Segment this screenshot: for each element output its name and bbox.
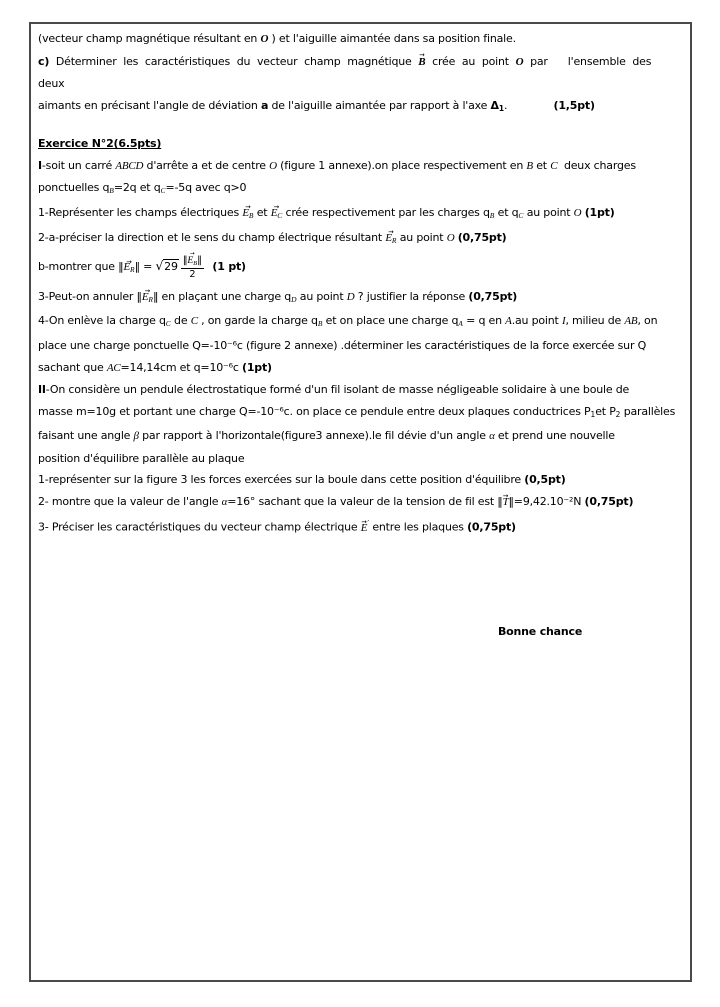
- page-border: [29, 22, 692, 982]
- vector-arrow-notation: B →: [418, 51, 425, 74]
- p2-q2-line: 2- montre que la valeur de l'angle α=16° sachant que la valeur de la tension de fil est ‖T →‖=9,42.10⁻²N (0,75pt): [38, 491, 684, 514]
- p2-q3-line: 3- Préciser les caractéristiques du vecteur champ électrique E →′ entre les plaques (0,75pt): [38, 513, 684, 539]
- intro-line-3: aimants en précisant l'angle de déviation a de l'aiguille aimantée par rapport à l'axe $\Delta_1$. (1,5pt): [38, 98, 595, 113]
- vector-arrow-notation: T →: [503, 491, 509, 514]
- vector-arrow-notation: $E_R$ →: [385, 227, 396, 252]
- part2-intro-line-4: position d'équilibre parallèle au plaque: [38, 451, 245, 465]
- p2-q1-line: 1-représenter sur la figure 3 les forces exercées sur la boule dans cette position d'équilibre (0,5pt): [38, 473, 566, 487]
- spacer-before-exercise2: [38, 119, 684, 133]
- q1-line: 1-Représenter les champs électriques $E_B$ → et $E_C$ → crée respectivement par les charges $q_B$ et $q_C$ au point O (1pt): [38, 202, 684, 227]
- vector-arrow-notation: E →: [361, 517, 368, 540]
- vector-arrow-notation: $E_B$ →: [242, 202, 253, 227]
- fraction: $\frac{‖E_B \to‖}{2}$: [181, 255, 204, 280]
- exercise2-heading: Exercice N°2(6.5pts): [38, 137, 162, 151]
- vector-arrow-notation: $E_R$ →: [142, 286, 153, 311]
- q4-line-2: place une charge ponctuelle Q=-10⁻⁶c (figure 2 annexe) .déterminer les caractéristiques de la force exercée sur Q: [38, 339, 647, 353]
- spacer-before-signature: [38, 540, 684, 621]
- intro-line-1: (vecteur champ magnétique résultant en O ) et l'aiguille aimantée dans sa position finale.: [38, 32, 516, 45]
- intro-line-2: c) Déterminer les caractéristiques du vecteur champ magnétique B → crée au point O par l'ensemble des deux: [38, 51, 684, 95]
- part2-intro-line-2: masse m=10g et portant une charge Q=-10⁻⁶c. on place ce pendule entre deux plaques conductrices $P_1et$ $P_2$ parallèles: [38, 404, 676, 419]
- signature-line: Bonne chance: [498, 624, 583, 638]
- vector-arrow-notation: $E_R$ →: [123, 252, 134, 285]
- part1-intro-line: I-soit un carré ABCD d'arrête a et de centre O (figure 1 annexe).on place respectivement en B et C deux charges: [38, 158, 636, 172]
- part1-charges-line: ponctuelles $q_B=2q$ et $q_C=-5q$ avec q>0: [38, 181, 247, 196]
- document-body: [38, 28, 684, 642]
- q2b-formula-line: b-montrer que $‖E_R$ →‖ = √29 $\frac{‖E_B \to‖}{2}$ (1 pt): [38, 251, 684, 285]
- q4-line-1: 4-On enlève la charge $q_C$ de C , on garde la charge $q_B$ et on place une charge $q_A = q$ en A.au point I, milieu de AB, on: [38, 314, 658, 329]
- q2a-line: 2-a-préciser la direction et le sens du champ électrique résultant $E_R$ → au point O (0,75pt): [38, 227, 684, 252]
- q3-line: 3-Peut-on annuler $‖E_R$ →‖ en plaçant une charge $q_D$ au point D ? justifier la réponse (0,75pt): [38, 286, 684, 311]
- q4-line-3: sachant que AC=14,14cm et q=10⁻⁶c (1pt): [38, 360, 272, 374]
- vector-arrow-notation: $E_C$ →: [271, 202, 283, 227]
- part2-intro-line-3: faisant une angle β par rapport à l'horizontale(figure3 annexe).le fil dévie d'un angle α et prend une nouvelle: [38, 429, 615, 443]
- part2-intro-line-1: II-On considère un pendule électrostatique formé d'un fil isolant de masse négligeable solidaire à une boule de: [38, 383, 630, 397]
- square-root: √29: [155, 259, 178, 274]
- vector-arrow-notation: $E_B$ →: [187, 255, 197, 268]
